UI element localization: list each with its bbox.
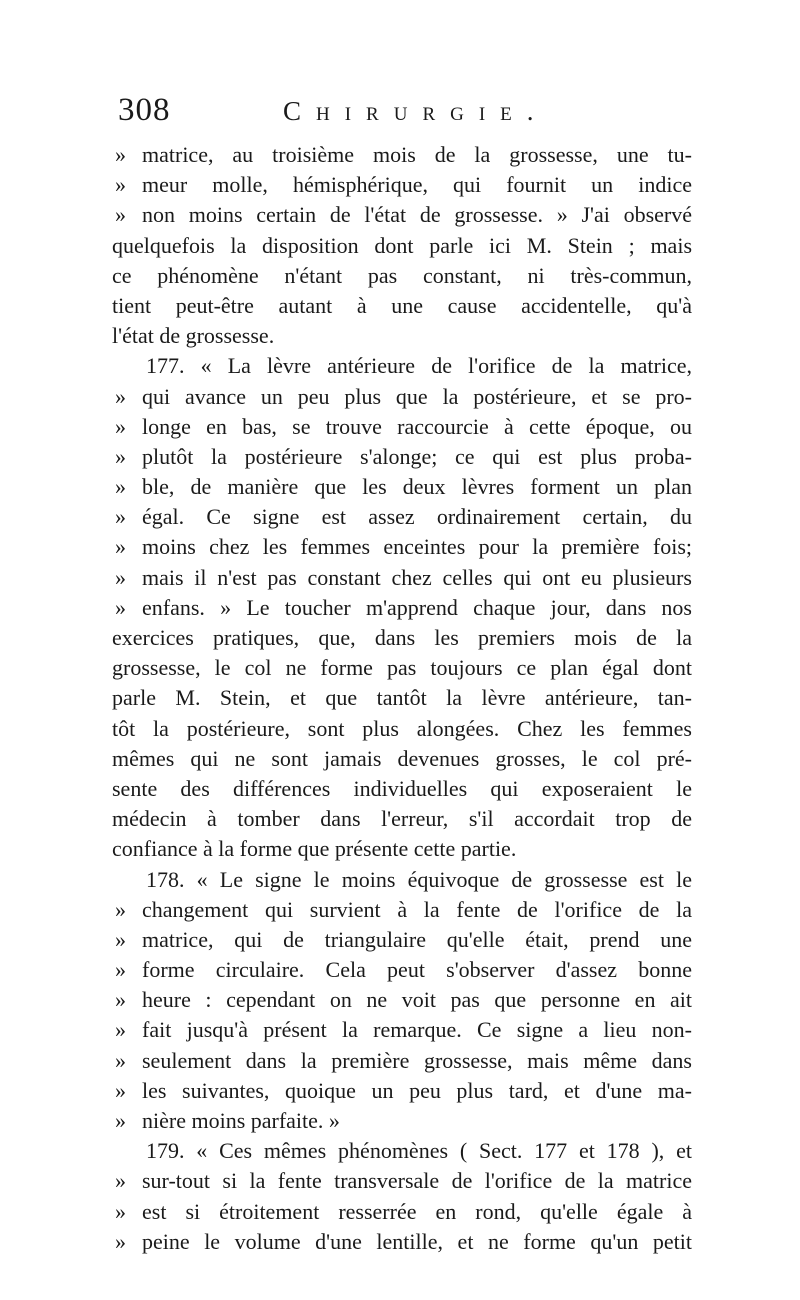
text-line bbox=[112, 231, 692, 261]
line-text: moins chez les femmes enceintes pour la première fois; bbox=[142, 534, 692, 560]
line-text: sur-tout si la fente transversale de l'orifice de la matrice bbox=[142, 1168, 692, 1194]
text-line bbox=[112, 774, 692, 804]
quote-mark: » bbox=[115, 172, 126, 198]
quote-mark: » bbox=[115, 1168, 126, 1194]
text-line bbox=[112, 683, 692, 713]
quote-mark: » bbox=[115, 926, 126, 952]
line-text: seulement dans la première grossesse, mais même dans bbox=[142, 1047, 692, 1073]
quote-mark: » bbox=[115, 1077, 126, 1103]
line-text: forme circulaire. Cela peut s'observer d'assez bonne bbox=[142, 957, 692, 983]
text-line bbox=[112, 714, 692, 744]
line-text: parle M. Stein, et que tantôt la lèvre antérieure, tan- bbox=[112, 685, 692, 711]
text-line bbox=[112, 291, 692, 321]
text-line bbox=[112, 1015, 692, 1045]
text-line bbox=[112, 170, 692, 200]
quote-mark: » bbox=[115, 594, 126, 620]
text-line bbox=[112, 261, 692, 291]
line-text: nière moins parfaite. » bbox=[142, 1108, 340, 1133]
text-line bbox=[112, 1076, 692, 1106]
line-text: plutôt la postérieure s'alonge; ce qui est plus proba- bbox=[142, 443, 692, 469]
line-text: meur molle, hémisphérique, qui fournit un indice bbox=[142, 172, 692, 198]
line-text: médecin à tomber dans l'erreur, s'il accordait trop de bbox=[112, 806, 692, 832]
line-text: ce phénomène n'étant pas constant, ni très-commun, bbox=[112, 262, 692, 288]
text-line bbox=[112, 412, 692, 442]
text-line bbox=[112, 1197, 692, 1227]
text-line bbox=[112, 985, 692, 1015]
page-number: 308 bbox=[118, 92, 171, 128]
line-text: 177. « La lèvre antérieure de l'orifice de la matrice, bbox=[146, 353, 692, 379]
line-text: sente des différences individuelles qui exposeraient le bbox=[112, 775, 692, 801]
text-line bbox=[112, 382, 692, 412]
text-line bbox=[112, 593, 692, 623]
line-text: tient peut-être autant à une cause accidentelle, qu'à bbox=[112, 292, 692, 318]
text-line bbox=[112, 140, 692, 170]
text-line bbox=[112, 351, 692, 381]
line-text: peine le volume d'une lentille, et ne forme qu'un petit bbox=[142, 1228, 692, 1254]
quote-mark: » bbox=[115, 202, 126, 228]
quote-mark: » bbox=[115, 1198, 126, 1224]
quote-mark: » bbox=[115, 534, 126, 560]
text-line bbox=[112, 502, 692, 532]
quote-mark: » bbox=[115, 1228, 126, 1254]
quote-mark: » bbox=[115, 1047, 126, 1073]
quote-mark: » bbox=[115, 987, 126, 1013]
line-text: mais il n'est pas constant chez celles qui ont eu plusieurs bbox=[142, 564, 692, 590]
line-text: est si étroitement resserrée en rond, qu'elle égale à bbox=[142, 1198, 692, 1224]
quote-mark: » bbox=[115, 1108, 126, 1133]
line-text: changement qui survient à la fente de l'orifice de la bbox=[142, 896, 692, 922]
quote-mark: » bbox=[115, 142, 126, 167]
text-line bbox=[112, 744, 692, 774]
text-line bbox=[112, 200, 692, 230]
line-text: longe en bas, se trouve raccourcie à cette époque, ou bbox=[142, 413, 692, 439]
text-line bbox=[112, 623, 692, 653]
line-text: matrice, qui de triangulaire qu'elle était, prend une bbox=[142, 926, 692, 952]
quote-mark: » bbox=[115, 1017, 126, 1043]
text-line bbox=[112, 653, 692, 683]
quote-mark: » bbox=[115, 564, 126, 590]
text-line bbox=[112, 834, 692, 864]
quote-mark: » bbox=[115, 896, 126, 922]
quote-mark: » bbox=[115, 504, 126, 530]
text-line bbox=[112, 472, 692, 502]
line-text: qui avance un peu plus que la postérieure, et se pro- bbox=[142, 383, 692, 409]
line-text: non moins certain de l'état de grossesse. » J'ai observé bbox=[142, 202, 692, 228]
page-header bbox=[118, 88, 698, 138]
quote-mark: » bbox=[115, 474, 126, 500]
quote-mark: » bbox=[115, 383, 126, 409]
page-body bbox=[112, 140, 692, 1257]
line-text: confiance à la forme que présente cette partie. bbox=[112, 836, 517, 862]
line-text: enfans. » Le toucher m'apprend chaque jour, dans nos bbox=[142, 594, 692, 620]
text-line bbox=[112, 1106, 692, 1136]
line-text: 178. « Le signe le moins équivoque de grossesse est le bbox=[146, 866, 692, 892]
line-text: égal. Ce signe est assez ordinairement certain, du bbox=[142, 504, 692, 530]
quote-mark: » bbox=[115, 957, 126, 983]
line-text: fait jusqu'à présent la remarque. Ce signe a lieu non- bbox=[142, 1017, 692, 1043]
text-line bbox=[112, 955, 692, 985]
text-line bbox=[112, 532, 692, 562]
text-line bbox=[112, 1227, 692, 1257]
line-text: les suivantes, quoique un peu plus tard, et d'une ma- bbox=[142, 1077, 692, 1103]
line-text: 179. « Ces mêmes phénomènes ( Sect. 177 et 178 ), et bbox=[146, 1138, 692, 1164]
text-line bbox=[112, 442, 692, 472]
line-text: exercices pratiques, que, dans les premiers mois de la bbox=[112, 625, 692, 650]
line-text: tôt la postérieure, sont plus alongées. Chez les femmes bbox=[112, 715, 692, 741]
text-line bbox=[112, 1046, 692, 1076]
quote-mark: » bbox=[115, 443, 126, 469]
line-text: heure : cependant on ne voit pas que personne en ait bbox=[142, 987, 692, 1013]
line-text: quelquefois la disposition dont parle ici M. Stein ; mais bbox=[112, 232, 692, 258]
text-line bbox=[112, 1166, 692, 1196]
text-line bbox=[112, 925, 692, 955]
text-line bbox=[112, 563, 692, 593]
text-line bbox=[112, 804, 692, 834]
line-text: grossesse, le col ne forme pas toujours ce plan égal dont bbox=[112, 655, 692, 681]
line-text: mêmes qui ne sont jamais devenues grosses, le col pré- bbox=[112, 745, 692, 771]
text-line bbox=[112, 1136, 692, 1166]
text-line bbox=[112, 321, 692, 351]
quote-mark: » bbox=[115, 413, 126, 439]
line-text: matrice, au troisième mois de la grossesse, une tu- bbox=[142, 142, 692, 167]
text-line bbox=[112, 895, 692, 925]
text-line bbox=[112, 865, 692, 895]
running-head: Chirurgie. bbox=[283, 96, 549, 126]
line-text: l'état de grossesse. bbox=[112, 323, 275, 349]
line-text: ble, de manière que les deux lèvres forment un plan bbox=[142, 474, 692, 500]
